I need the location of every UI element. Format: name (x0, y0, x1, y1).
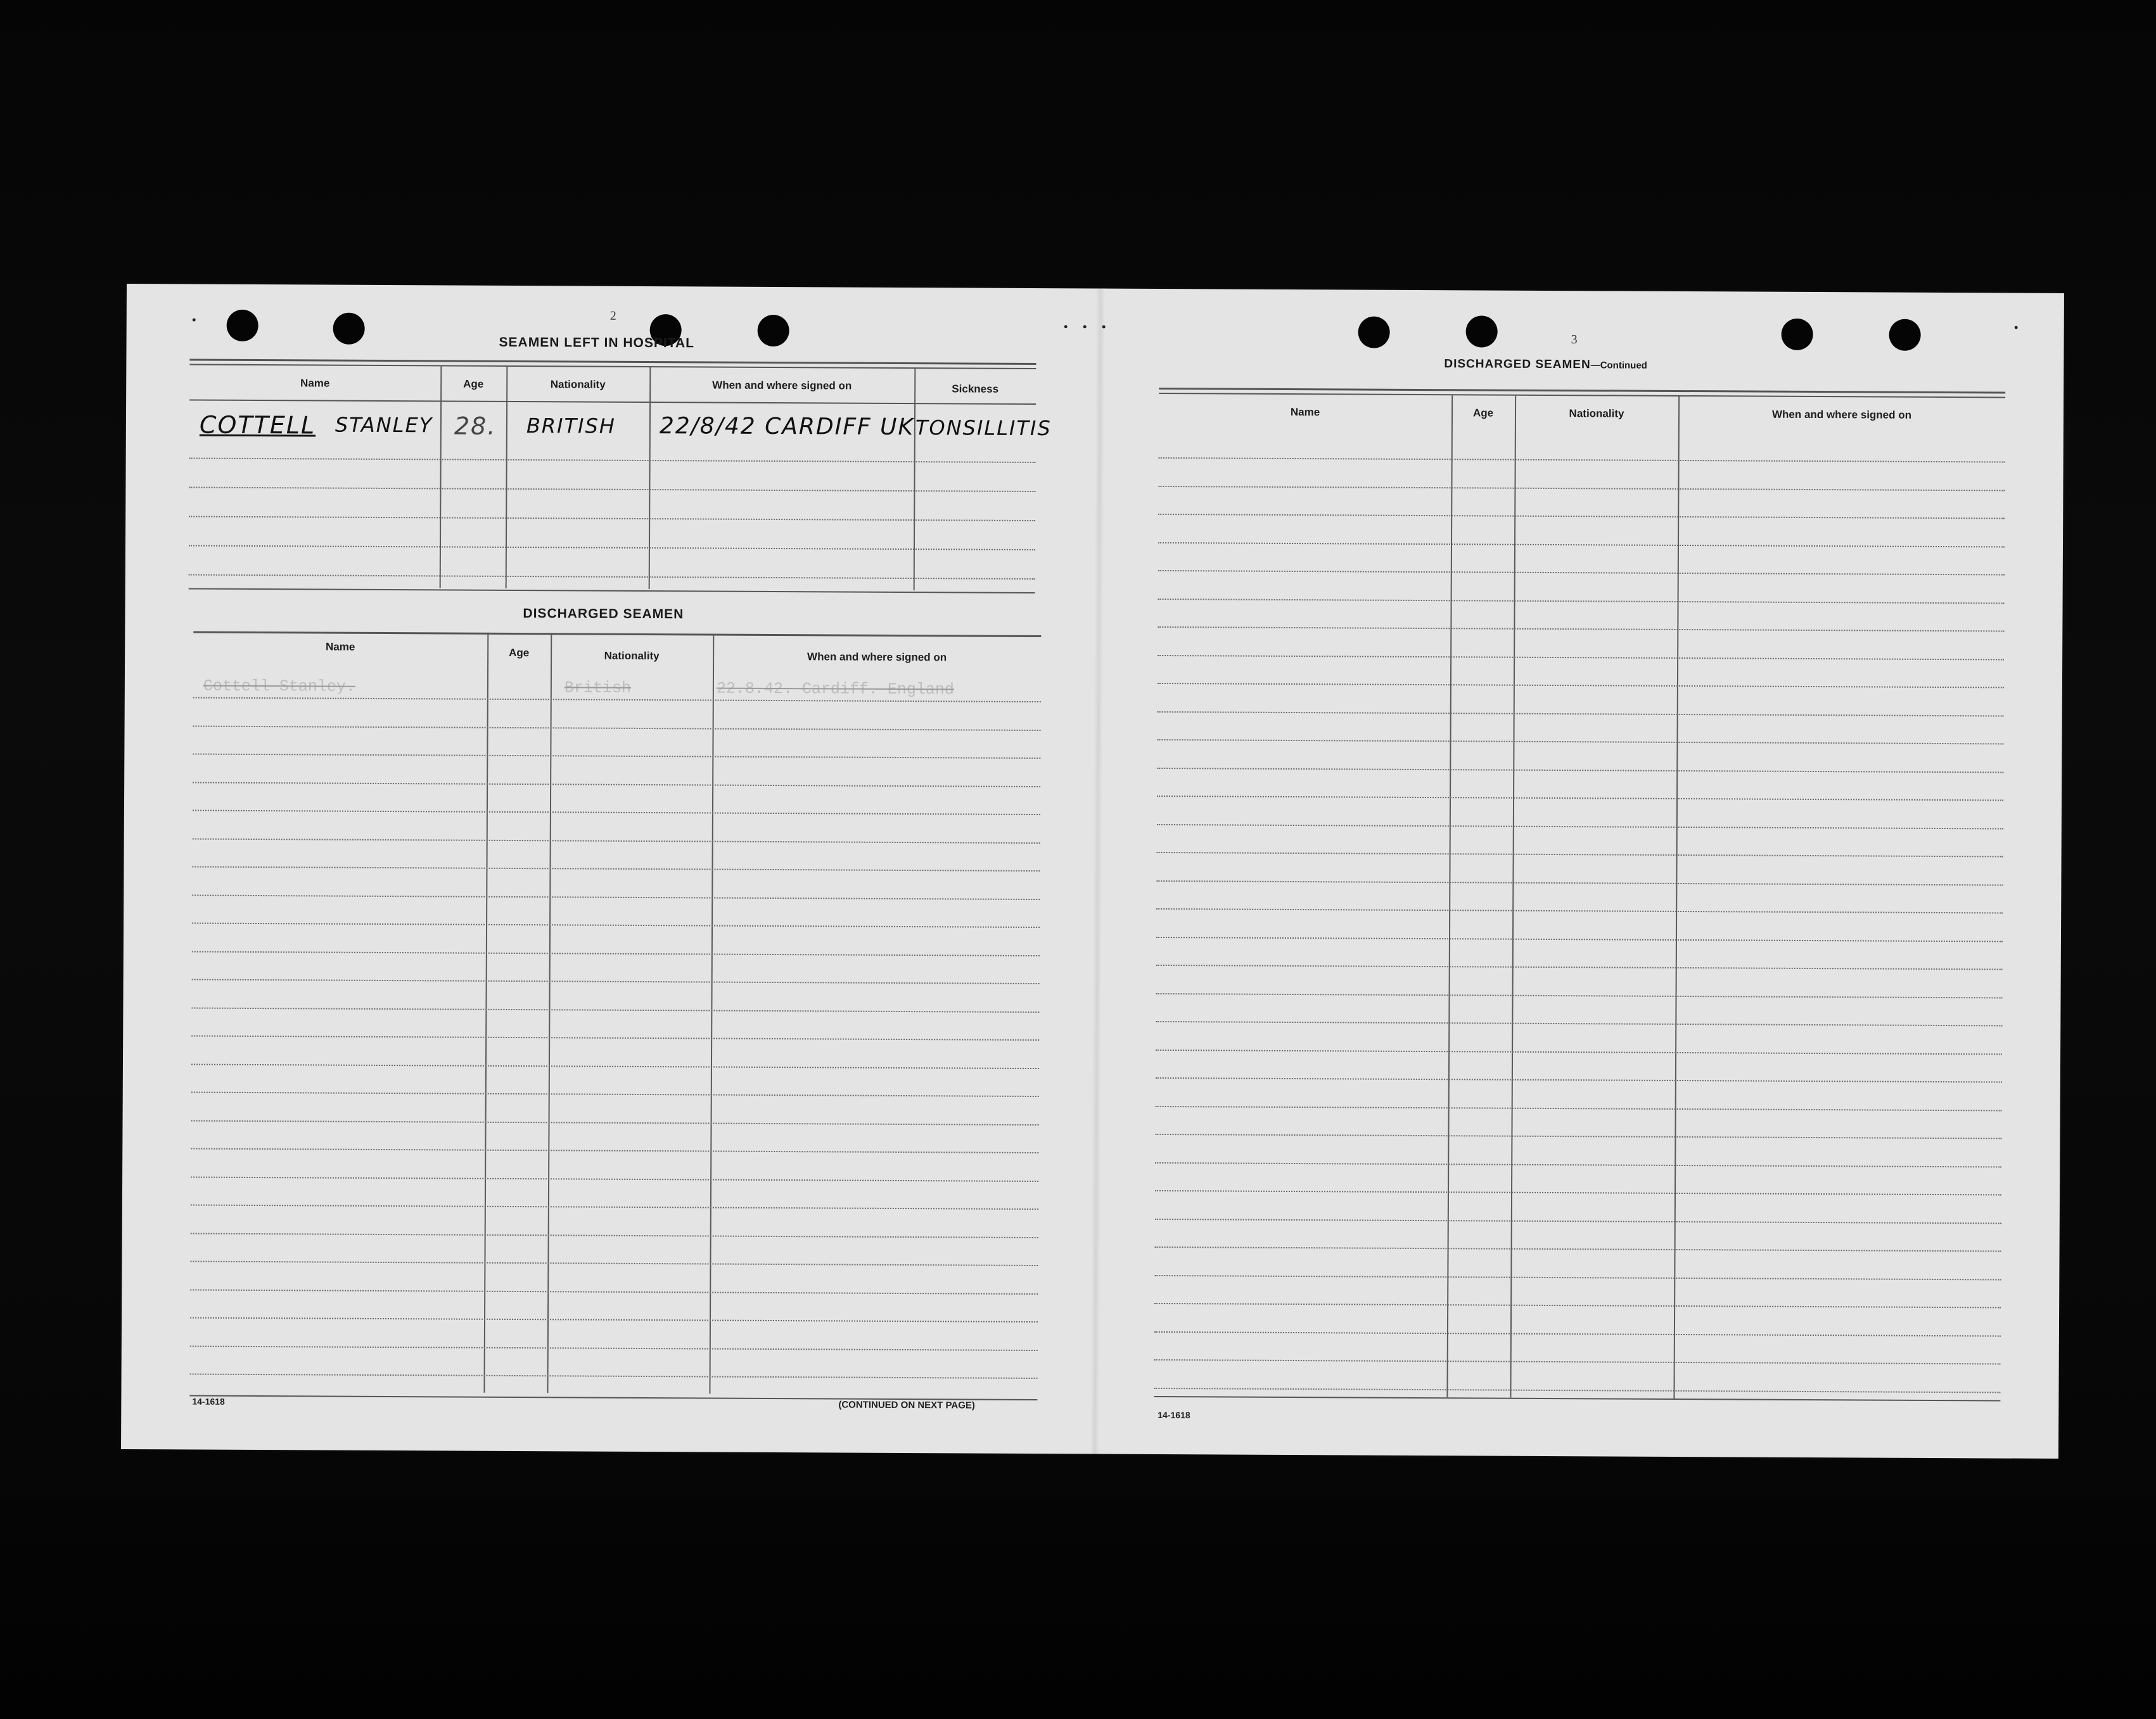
row-rule (193, 725, 1041, 731)
row-rule (1158, 711, 2004, 716)
row-rule (1154, 1359, 2001, 1365)
row-rule (193, 810, 1040, 816)
speck (1102, 326, 1106, 329)
row-rule (1158, 654, 2004, 660)
row-rule (190, 1374, 1038, 1380)
table-bottom-rule (1154, 1396, 2000, 1402)
punch-hole (227, 310, 258, 341)
header-rule (189, 399, 1036, 405)
row-rule (192, 866, 1040, 872)
column-header-nationality: Nationality (1569, 407, 1624, 420)
row-rule (191, 1007, 1039, 1013)
row-rule (192, 923, 1040, 929)
hospital-entry-signed-on: 22/8/42 CARDIFF UK (659, 413, 915, 441)
row-rule (191, 1036, 1039, 1041)
hospital-entry-nationality: BRITISH (526, 414, 616, 438)
column-divider (709, 634, 714, 1394)
row-rule (1157, 823, 2003, 829)
column-header-signed-on: When and where signed on (1771, 408, 1912, 421)
row-rule (1156, 1049, 2002, 1055)
document-sheet (121, 284, 2064, 1459)
punch-hole (1782, 319, 1813, 350)
column-divider (1510, 396, 1516, 1398)
column-header-sickness: Sickness (952, 383, 999, 395)
row-rule (189, 516, 1035, 521)
row-rule (189, 574, 1035, 580)
row-rule (1156, 1077, 2002, 1083)
row-rule (1155, 1162, 2001, 1167)
punch-hole (1358, 316, 1390, 348)
row-rule (1156, 1021, 2002, 1027)
hospital-entry-given-name: STANLEY (335, 412, 433, 438)
form-number: 14-1618 (1158, 1409, 1190, 1421)
row-rule (1158, 542, 2005, 547)
punch-hole (1889, 319, 1921, 351)
discharged-entry-signed-on: 22.8.42. Cardiff. England (716, 679, 955, 699)
row-rule (193, 754, 1040, 759)
form-number: 14-1618 (192, 1396, 225, 1407)
row-rule (193, 782, 1040, 787)
row-rule (191, 1176, 1038, 1182)
punch-hole (758, 315, 789, 346)
row-rule (1155, 1134, 2001, 1139)
row-rule (1154, 1274, 2001, 1280)
table-top-rule (189, 364, 1036, 369)
row-rule (1158, 485, 2005, 491)
table-bottom-rule (189, 588, 1035, 593)
speck (1064, 325, 1068, 328)
column-divider (440, 366, 442, 588)
page-number: 2 (609, 308, 616, 323)
row-rule (191, 1092, 1039, 1098)
row-rule (1156, 936, 2003, 942)
column-header-signed-on: When and where signed on (807, 650, 947, 664)
hospital-entry-age: 28. (454, 412, 497, 440)
row-rule (1156, 965, 2003, 970)
punch-hole (333, 313, 365, 345)
row-rule (191, 1233, 1038, 1238)
row-rule (1157, 739, 2003, 745)
row-rule (1158, 683, 2004, 688)
row-rule (1155, 1218, 2001, 1224)
column-header-age: Age (463, 377, 484, 390)
row-rule (1154, 1387, 2000, 1393)
column-header-name: Name (1290, 405, 1320, 419)
row-rule (1158, 570, 2005, 576)
row-rule (1158, 598, 2005, 604)
column-divider (506, 367, 508, 588)
row-rule (192, 979, 1040, 985)
row-rule (1158, 626, 2004, 632)
column-header-name: Name (300, 377, 330, 390)
column-header-nationality: Nationality (604, 649, 660, 663)
row-rule (1157, 852, 2003, 858)
hospital-section-title: SEAMEN LEFT IN HOSPITAL (499, 334, 695, 351)
column-divider (1446, 395, 1453, 1397)
column-header-age: Age (509, 646, 530, 659)
speck (1083, 325, 1087, 328)
row-rule (192, 894, 1040, 900)
row-rule (191, 1063, 1039, 1069)
row-rule (1156, 908, 2003, 914)
table-top-rule (1159, 393, 2005, 398)
row-rule (1155, 1190, 2001, 1196)
right-section-title-suffix: —Continued (1590, 360, 1647, 371)
column-divider (547, 633, 552, 1393)
row-rule (1154, 1303, 2001, 1309)
hospital-entry-sickness: TONSILLITIS (915, 415, 1052, 441)
row-rule (193, 838, 1040, 844)
column-header-age: Age (1472, 407, 1494, 419)
row-rule (190, 1345, 1038, 1351)
row-rule (1156, 993, 2003, 998)
center-fold (1090, 288, 1105, 1454)
discharged-entry-name: Cottell Stanley. (203, 676, 356, 696)
row-rule (190, 1289, 1038, 1295)
row-rule (1154, 1331, 2001, 1336)
table-top-rule (193, 631, 1041, 638)
punch-hole (1466, 315, 1498, 347)
row-rule (189, 486, 1035, 492)
discharged-table (189, 631, 1041, 1412)
row-rule (1158, 514, 2005, 519)
row-rule (189, 545, 1035, 550)
row-rule (1157, 796, 2003, 801)
discharged-continued-table (1154, 388, 2005, 1405)
hospital-table (189, 358, 1052, 596)
row-rule (191, 1205, 1038, 1210)
column-divider (914, 369, 916, 590)
column-divider (483, 633, 488, 1393)
row-rule (192, 951, 1040, 956)
row-rule (1155, 1246, 2001, 1252)
column-header-nationality: Nationality (550, 378, 606, 391)
row-rule (1156, 1105, 2002, 1111)
row-rule (190, 1261, 1038, 1267)
discharged-section-title: DISCHARGED SEAMEN (523, 606, 684, 622)
row-rule (1159, 457, 2005, 463)
column-divider (1673, 396, 1680, 1399)
row-rule (191, 1148, 1038, 1154)
continued-note: (CONTINUED ON NEXT PAGE) (838, 1399, 975, 1411)
column-divider (649, 367, 651, 589)
speck (2015, 326, 2018, 329)
right-section-title (1444, 357, 1647, 372)
speck (193, 319, 196, 322)
row-rule (191, 1120, 1039, 1126)
row-rule (189, 457, 1036, 463)
column-header-signed-on: When and where signed on (712, 379, 852, 392)
row-rule (1156, 880, 2003, 885)
page-number: 3 (1571, 333, 1578, 347)
row-rule (1157, 767, 2003, 773)
column-header-name: Name (326, 640, 355, 653)
right-section-title-text: DISCHARGED SEAMEN (1444, 357, 1591, 372)
discharged-entry-nationality: British (564, 678, 631, 697)
row-rule (190, 1317, 1038, 1323)
hospital-entry-surname: COTTELL (199, 410, 316, 440)
